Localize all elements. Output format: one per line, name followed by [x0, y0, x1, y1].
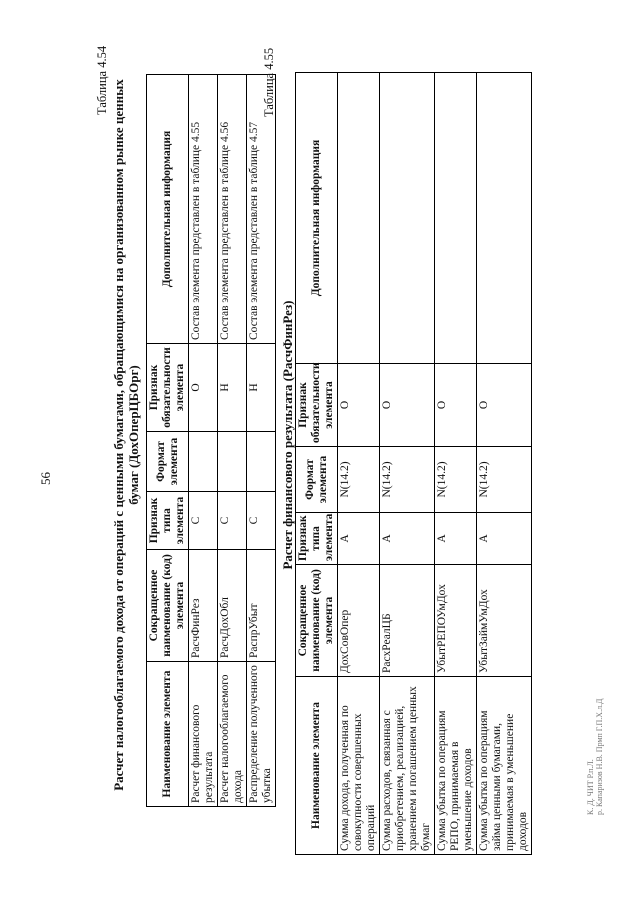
table-cell: Сумма дохода, полученная по совокупности совершенных операций [338, 677, 380, 855]
table-cell: Сумма убытка по операциям займа ценными бумагами, принимаемая в уменьшение доходов [477, 677, 532, 855]
table-cell [218, 432, 247, 492]
table-cell: О [189, 344, 218, 432]
table-cell [189, 432, 218, 492]
table-cell: УбытЗаймУмДох [477, 565, 532, 677]
table2-header-cell: Признак типа элемента [296, 513, 338, 565]
table1-label: Таблица 4.54 [95, 45, 109, 115]
table-cell [380, 73, 435, 364]
table2-body [338, 73, 532, 855]
table-cell: РасчФинРез [189, 550, 218, 662]
stamp-line-2: р. Капаризов Н.В. Прмп Г.П.Х.л.Д [595, 698, 604, 815]
table1-header-row [147, 75, 189, 807]
page-number: 56 [38, 472, 53, 485]
table-cell: N(14.2) [338, 447, 380, 513]
table-cell: Состав элемента представлен в таблице 4.56 [218, 75, 247, 344]
table-4-55 [295, 72, 532, 855]
table1-header-cell: Дополнительная информация [147, 75, 189, 344]
table-cell: УбытРЕПОУмДох [435, 565, 477, 677]
table1-header-cell: Признак типа элемента [147, 492, 189, 550]
table-cell: Состав элемента представлен в таблице 4.55 [189, 75, 218, 344]
table-cell: N(14.2) [435, 447, 477, 513]
table2-header-cell: Дополнительная информация [296, 73, 338, 364]
table2-header-cell: Наименование элемента [296, 677, 338, 855]
table-cell: Расчет налогооблагаемого дохода [218, 662, 247, 807]
table-row [435, 73, 477, 855]
table-cell [435, 73, 477, 364]
table-cell: А [435, 513, 477, 565]
table-cell: Распределение полученного убытка [247, 662, 276, 807]
table2-header-cell: Формат элемента [296, 447, 338, 513]
table-cell: С [218, 492, 247, 550]
table-cell: А [338, 513, 380, 565]
table-row [189, 75, 218, 807]
table-cell: Н [218, 344, 247, 432]
table-cell: О [435, 364, 477, 447]
table-cell: Сумма убытка по операциям РЕПО, принимаемая в уменьшение доходов [435, 677, 477, 855]
table-cell: Н [247, 344, 276, 432]
table2-label: Таблица 4.55 [262, 47, 276, 117]
table-cell [247, 432, 276, 492]
table-cell [477, 73, 532, 364]
table-cell: ДохСовОпер [338, 565, 380, 677]
table-row [477, 73, 532, 855]
archive-stamp [586, 698, 604, 815]
table-4-54 [146, 74, 276, 807]
table-cell: N(14.2) [477, 447, 532, 513]
table2-header-row [296, 73, 338, 855]
table1-header-cell: Признак обязательности элемента [147, 344, 189, 432]
table-row [247, 75, 276, 807]
table-cell: О [477, 364, 532, 447]
table-row [380, 73, 435, 855]
table-cell: РаспрУбыт [247, 550, 276, 662]
table2-title: Расчет финансового результата (РасчФинРез) [280, 300, 295, 570]
table-cell: Состав элемента представлен в таблице 4.57 [247, 75, 276, 344]
table-cell: РасхРеалЦБ [380, 565, 435, 677]
table1-header-cell: Формат элемента [147, 432, 189, 492]
table-cell: N(14.2) [380, 447, 435, 513]
table-cell: Расчет финансового результата [189, 662, 218, 807]
table2-header-cell: Признак обязательности элемента [296, 364, 338, 447]
table-cell [338, 73, 380, 364]
table-cell: А [380, 513, 435, 565]
table-cell: С [247, 492, 276, 550]
table-cell: Сумма расходов, связанная с приобретением, реализацией, хранением и погашением ценных бумаг [380, 677, 435, 855]
table1-title: Расчет налогооблагаемого дохода от операций с ценными бумагами, обращающимися на организованном рынке ценных бумаг (ДохОперЦБОрг) [111, 79, 141, 791]
table-cell: РасчДохОбл [218, 550, 247, 662]
table-cell: А [477, 513, 532, 565]
table1-body [189, 75, 276, 807]
table-row [218, 75, 247, 807]
table2-header-cell: Сокращенное наименование (код) элемента [296, 565, 338, 677]
stamp-line-1: К. Д. ЧИТ Р.п.Л. [586, 759, 595, 815]
table1-header-cell: Наименование элемента [147, 662, 189, 807]
table1-header-cell: Сокращенное наименование (код) элемента [147, 550, 189, 662]
table-cell: О [338, 364, 380, 447]
table-cell: О [380, 364, 435, 447]
table-cell: С [189, 492, 218, 550]
table-row [338, 73, 380, 855]
